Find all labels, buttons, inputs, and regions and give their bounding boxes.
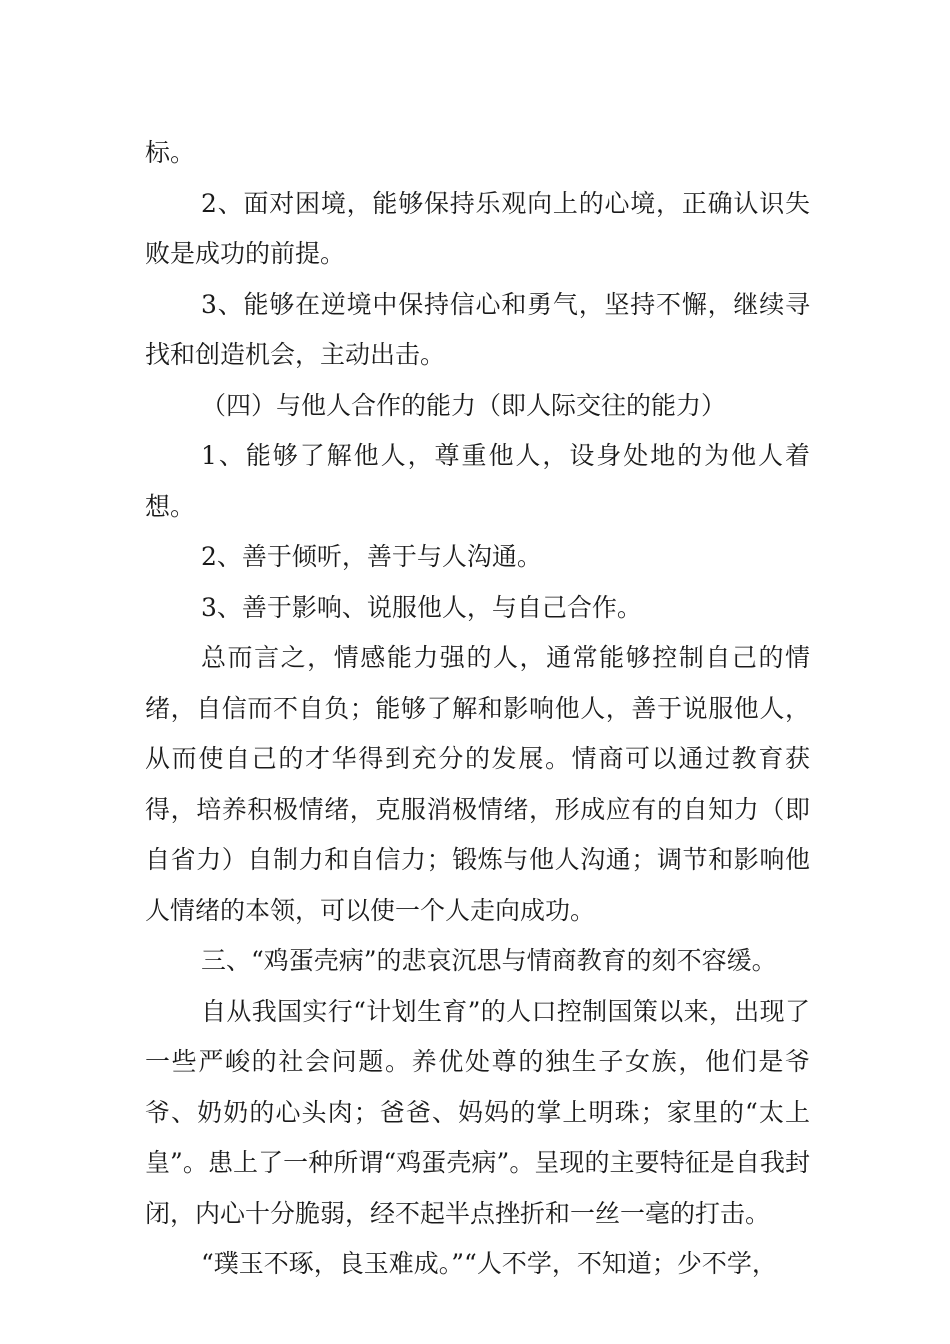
paragraph-item-2: 2、面对困境，能够保持乐观向上的心境，正确认识失败是成功的前提。 <box>145 188 810 268</box>
document-body <box>145 128 810 1290</box>
body-paragraph: 自从我国实行“计划生育”的人口控制国策以来，出现了一些严峻的社会问题。养优处尊的独生子女族，他们是爷爷、奶奶的心头肉；爸爸、妈妈的掌上明珠；家里的“太上皇”。患上了一种所谓“鸡蛋壳病”。呈现的主要特征是自我封闭，内心十分脆弱，经不起半点挫折和一丝一毫的打击。 <box>145 996 810 1228</box>
section-heading-3: 三、“鸡蛋壳病”的悲哀沉思与情商教育的刻不容缓。 <box>201 946 777 975</box>
paragraph-item-3b: 3、善于影响、说服他人，与自己合作。 <box>201 592 642 622</box>
paragraph-item-3: 3、能够在逆境中保持信心和勇气，坚持不懈，继续寻找和创造机会，主动出击。 <box>145 289 810 369</box>
quote-paragraph: “璞玉不琢，良玉难成。”“人不学，不知道；少不学， <box>201 1249 777 1278</box>
paragraph-item-1: 1、能够了解他人，尊重他人，设身处地的为他人着想。 <box>145 441 810 521</box>
paragraph-fragment: 标。 <box>145 138 196 167</box>
summary-paragraph: 总而言之，情感能力强的人，通常能够控制自己的情绪，自信而不自负；能够了解和影响他人，善于说服他人，从而使自己的才华得到充分的发展。情商可以通过教育获得，培养积极情绪，克服消极情绪，形成应有的自知力（即自省力）自制力和自信力；锻炼与他人沟通；调节和影响他人情绪的本领，可以使一个人走向成功。 <box>145 643 810 925</box>
section-heading-4: （四）与他人合作的能力（即人际交往的能力） <box>201 390 727 420</box>
paragraph-item-2b: 2、善于倾听，善于与人沟通。 <box>201 542 542 571</box>
